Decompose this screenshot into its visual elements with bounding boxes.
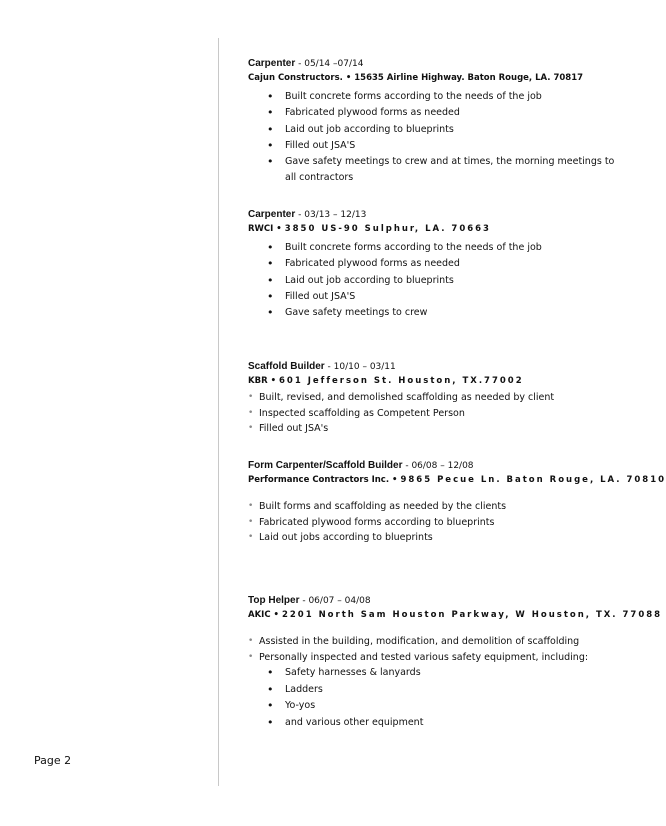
list-item: • Filled out JSA's (248, 421, 618, 437)
employer-line (248, 374, 618, 388)
list-item: • Ladders (248, 682, 618, 699)
list-item: • Filled out JSA'S (248, 289, 618, 305)
list-item: • Fabricated plywood forms as needed (248, 105, 618, 121)
list-item: • Inspected scaffolding as Competent Person (248, 406, 618, 422)
list-item: • Gave safety meetings to crew (248, 305, 618, 321)
bullet-icon: • (248, 636, 254, 646)
bullet-icon: • (267, 106, 274, 120)
bullet-icon: • (267, 257, 274, 271)
bullet-icon: • (267, 122, 274, 136)
bullet-icon: • (248, 407, 254, 418)
duties-list (248, 499, 618, 546)
bullet-icon: • (248, 423, 254, 433)
job-role: Form Carpenter/Scaffold Builder (248, 460, 403, 471)
duties-list (248, 390, 618, 437)
bullet-icon: • (267, 90, 274, 103)
list-item: • Laid out job according to blueprints (248, 273, 618, 289)
job-entry-carpenter-cajun (248, 57, 618, 187)
bullet-icon: • (267, 138, 274, 152)
list-item: • Built, revised, and demolished scaffolding as needed by client (248, 390, 618, 406)
bullet-icon: • (267, 682, 274, 696)
employer-address: 3850 US-90 Sulphur, LA. 70663 (284, 224, 491, 234)
job-entry-scaffold-builder-kbr (248, 360, 618, 437)
employer-line (248, 473, 666, 487)
list-item: • Safety harnesses & lanyards (248, 665, 618, 682)
employer-name: KBR (248, 376, 268, 386)
vertical-divider-line (218, 38, 219, 786)
list-item: • Laid out job according to blueprints (248, 122, 618, 138)
job-role: Carpenter (248, 58, 296, 69)
bullet-icon: • (267, 699, 274, 712)
employer-name: AKIC (248, 610, 271, 620)
job-role: Top Helper (248, 595, 300, 606)
list-item: • Fabricated plywood forms according to blueprints (248, 515, 618, 531)
bullet-icon: • (248, 532, 254, 542)
separator-bullet: • (270, 376, 277, 386)
employer-address: 2201 North Sam Houston Parkway, W Houston, TX. 77088 (281, 610, 663, 620)
job-title (248, 360, 618, 374)
bullet-icon: • (248, 516, 254, 527)
employer-name: RWCI (248, 224, 274, 234)
page-number: Page 2 (34, 754, 72, 767)
list-item: • and various other equipment (248, 715, 618, 732)
employer-line (248, 222, 618, 236)
list-item: • Filled out JSA'S (248, 138, 618, 154)
employer-line (248, 71, 618, 85)
duties-list (248, 634, 618, 665)
bullet-icon: • (248, 392, 254, 402)
separator-bullet: • (276, 224, 282, 234)
list-item: • Fabricated plywood forms as needed (248, 256, 618, 272)
separator-bullet: • (345, 73, 352, 83)
bullet-icon: • (248, 501, 254, 511)
job-entry-carpenter-rwci (248, 208, 618, 321)
bullet-icon: • (267, 306, 274, 320)
employer-address: 601 Jefferson St. Houston, TX.77002 (279, 376, 524, 386)
job-dates: - 06/08 – 12/08 (402, 461, 474, 471)
list-item: • Built concrete forms according to the needs of the job (248, 240, 618, 256)
bullet-icon: • (267, 715, 274, 729)
bullet-icon: • (267, 289, 274, 303)
job-title (248, 594, 618, 608)
job-entry-top-helper-akic (248, 594, 663, 731)
list-item: • Gave safety meetings to crew and at times, the morning meetings to all contractors (267, 155, 615, 184)
list-item: • Assisted in the building, modification, and demolition of scaffolding (248, 634, 618, 650)
employer-address: 9865 Pecue Ln. Baton Rouge, LA. 70810 (400, 475, 666, 485)
job-role: Scaffold Builder (248, 361, 325, 372)
separator-bullet: • (273, 610, 279, 620)
list-item: • Built forms and scaffolding as needed by the clients (248, 499, 618, 515)
job-dates: - 03/13 – 12/13 (295, 210, 367, 220)
duties-list (248, 89, 618, 187)
job-dates: - 05/14 –07/14 (295, 59, 364, 69)
job-dates: - 06/07 – 04/08 (299, 596, 371, 606)
job-title (248, 459, 618, 473)
employer-name: Cajun Constructors. (248, 73, 343, 83)
bullet-icon: • (267, 241, 274, 254)
bullet-icon: • (248, 651, 254, 662)
employer-address: 15635 Airline Highway. Baton Rouge, LA. 70817 (354, 73, 584, 83)
job-role: Carpenter (248, 209, 296, 220)
job-dates: - 10/10 – 03/11 (324, 362, 396, 372)
bullet-icon: • (267, 666, 274, 679)
equipment-sublist (248, 665, 618, 731)
duties-list (248, 240, 618, 321)
employer-line (248, 608, 663, 622)
list-item: • Personally inspected and tested various safety equipment, including: (248, 650, 618, 666)
employer-name: Performance Contractors Inc. (248, 475, 390, 485)
list-item: • Laid out jobs according to blueprints (248, 530, 618, 546)
list-item: • Yo-yos (248, 698, 618, 715)
list-item: • Built concrete forms according to the needs of the job (248, 89, 618, 105)
job-entry-form-carpenter-performance (248, 459, 666, 546)
job-title (248, 57, 618, 71)
job-title (248, 208, 618, 222)
bullet-icon: • (267, 273, 274, 287)
separator-bullet: • (392, 475, 398, 485)
bullet-icon: • (267, 155, 274, 169)
